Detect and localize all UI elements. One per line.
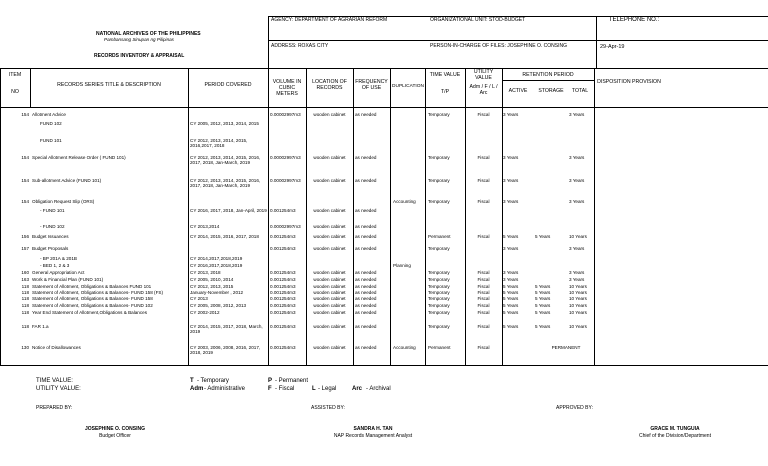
row-volume: 0.001254m3 — [270, 310, 296, 315]
row-title: Statement of Allotment, Obligations & Balances- FUND 158 (FS) — [32, 290, 163, 295]
row-no: 118 — [21, 324, 29, 329]
address-label: ADDRESS: ROXAS CITY — [271, 43, 329, 49]
row-volume: 0.00002997m3 — [270, 178, 301, 183]
unit-label: ORGANIZATIONAL UNIT: STOD-BUDGET — [430, 17, 526, 23]
row-volume: 0.001254m3 — [270, 303, 296, 308]
row-duplication: Accounting — [393, 345, 416, 350]
row-time-value: Permanent — [428, 234, 451, 239]
row-no: 118 — [21, 284, 29, 289]
row-no: 163 — [21, 277, 29, 282]
person-in-charge: PERSON-IN-CHARGE OF FILES: JOSEPHINE O. CONSING — [430, 43, 567, 49]
row-active: 5 Years — [503, 310, 519, 315]
row-location: wooden cabinet — [313, 290, 346, 295]
row-storage: PERMANENT — [551, 345, 581, 350]
telephone-label: TELEPHONE NO.: — [608, 17, 660, 23]
row-utility: Fiscal — [477, 303, 490, 308]
row-volume: 0.001254m3 — [270, 270, 296, 275]
row-period: CY 2012, 2013, 2014, 2015, 2016, 2017, 2018, Jan-March, 2019 — [190, 155, 261, 166]
row-volume: 0.001254m3 — [270, 246, 296, 251]
row-time-value: Temporary — [428, 310, 450, 315]
row-title: - BED 1, 2 & 3 — [40, 263, 70, 268]
row-total: 3 Years — [569, 277, 585, 282]
col-total: TOTAL — [571, 88, 589, 94]
row-title: Statement of Allotment, Obligations & Balances FUND 101 — [32, 284, 152, 289]
legend-p-desc: - Permanent — [275, 378, 309, 384]
row-time-value: Temporary — [428, 246, 450, 251]
row-no: 156 — [21, 234, 29, 239]
row-storage: 5 Years — [535, 310, 551, 315]
col-item: ITEM — [8, 72, 22, 78]
row-active: 5 Years — [503, 234, 519, 239]
row-total: 3 Years — [569, 178, 585, 183]
row-active: 3 Years — [503, 246, 519, 251]
legend-adm-desc: - Administrative — [204, 386, 246, 392]
row-period: CY 2014,2017,2018,2019 — [190, 256, 243, 261]
row-title: Special Allotment Release Order ( FUND 101) — [32, 155, 126, 160]
row-location: wooden cabinet — [313, 208, 346, 213]
row-frequency: as needed — [355, 303, 377, 308]
row-period: CY 2002-2012 — [190, 310, 220, 315]
row-title: Allotment Advice — [32, 112, 66, 117]
row-period: CY 2014, 2015, 2016, 2017, 2018 — [190, 234, 259, 239]
row-period: CY 2016,2017,2018,2019 — [190, 263, 243, 268]
row-location: wooden cabinet — [313, 310, 346, 315]
row-time-value: Temporary — [428, 178, 450, 183]
report-date: 29-Apr-19 — [600, 44, 625, 50]
legend-time-value: TIME VALUE: — [36, 378, 73, 384]
row-no: 118 — [21, 290, 29, 295]
agency-label: AGENCY: DEPARTMENT OF AGRARIAN REFORM — [271, 17, 388, 23]
row-no: 130 — [21, 345, 29, 350]
row-volume: 0.001254m3 — [270, 296, 296, 301]
row-location: wooden cabinet — [313, 178, 346, 183]
row-frequency: as needed — [355, 270, 377, 275]
prepared-by-title: Budget Officer — [99, 433, 131, 439]
row-total: 10 Years — [569, 284, 587, 289]
row-frequency: as needed — [355, 284, 377, 289]
col-active: ACTIVE — [508, 88, 528, 94]
row-title: - FUND 101 — [40, 208, 65, 213]
row-location: wooden cabinet — [313, 345, 346, 350]
col-no: NO — [11, 89, 19, 95]
col-duplication: DUPLICATION — [392, 84, 424, 89]
row-title: Year End Statement of Allotment,Obligations & Balances — [32, 310, 147, 315]
col-title: RECORDS SERIES TITLE & DESCRIPTION — [57, 82, 161, 88]
row-active: 3 Years — [503, 178, 519, 183]
row-time-value: Temporary — [428, 296, 450, 301]
archives-subtitle: Pambansang Sinupan ng Pilipinas — [104, 37, 174, 42]
row-location: wooden cabinet — [313, 277, 346, 282]
form-title: RECORDS INVENTORY & APPRAISAL — [94, 53, 185, 59]
row-active: 3 Years — [503, 199, 519, 204]
row-location: wooden cabinet — [313, 303, 346, 308]
row-period: January-November , 2012 — [190, 290, 244, 295]
row-time-value: Temporary — [428, 270, 450, 275]
row-utility: Fiscal — [477, 277, 490, 282]
row-no: 118 — [21, 303, 29, 308]
col-frequency: FREQUENCY OF USE — [355, 79, 388, 92]
row-utility: Fiscal — [477, 155, 490, 160]
row-active: 3 Years — [503, 112, 519, 117]
legend-t: T — [190, 378, 194, 384]
row-title: FUND 101 — [40, 138, 62, 143]
row-frequency: as needed — [355, 246, 377, 251]
col-utility-sub: Adm / F / L / Arc — [469, 84, 498, 97]
row-period: CY 2012, 2013, 2014, 2015, 2016,2017, 2018 — [190, 138, 248, 149]
row-storage: 5 Years — [535, 284, 551, 289]
row-utility: Fiscal — [477, 310, 490, 315]
row-time-value: Temporary — [428, 303, 450, 308]
legend-adm: Adm — [190, 386, 204, 392]
col-time-value: TIME VALUE — [429, 72, 461, 78]
row-no: 154 — [21, 155, 29, 160]
row-frequency: as needed — [355, 224, 377, 229]
row-storage: 5 Years — [535, 296, 551, 301]
row-frequency: as needed — [355, 208, 377, 213]
row-location: wooden cabinet — [313, 296, 346, 301]
row-location: wooden cabinet — [313, 324, 346, 329]
legend-utility-value: UTILITY VALUE: — [36, 386, 81, 392]
row-utility: Fiscal — [477, 199, 490, 204]
row-period: CY 2012, 2013, 2014, 2015, 2016, 2017, 2018, Jan-March, 2019 — [190, 178, 261, 189]
row-frequency: as needed — [355, 155, 377, 160]
row-utility: Fiscal — [477, 112, 490, 117]
row-total: 10 Years — [569, 290, 587, 295]
col-retention: RETENTION PERIOD — [522, 72, 574, 78]
row-time-value: Permanent — [428, 345, 451, 350]
row-storage: 5 Years — [535, 234, 551, 239]
assisted-by-title: NAP Records Management Analyst — [333, 433, 413, 439]
row-utility: Fiscal — [477, 270, 490, 275]
row-title: Work & Financial Plan (FUND 101) — [32, 277, 104, 282]
row-period: CY 2016, 2017, 2018, Jan-April, 2019 — [190, 208, 267, 213]
col-period: PERIOD COVERED — [204, 82, 252, 88]
legend-l: L — [312, 386, 316, 392]
row-period: CY 2003, 2006, 2008, 2016, 2017, 2018, 2019 — [190, 345, 261, 356]
row-no: 154 — [21, 112, 29, 117]
row-frequency: as needed — [355, 296, 377, 301]
row-location: wooden cabinet — [313, 246, 346, 251]
row-period: CY 2014, 2015, 2017, 2018, March, 2019 — [190, 324, 263, 335]
row-utility: Fiscal — [477, 178, 490, 183]
row-location: wooden cabinet — [313, 112, 346, 117]
row-location: wooden cabinet — [313, 284, 346, 289]
row-period: CY 2005, 2008, 2012, 2013 — [190, 303, 247, 308]
row-frequency: as needed — [355, 290, 377, 295]
row-utility: Fiscal — [477, 290, 490, 295]
legend-f-desc: - Fiscal — [275, 386, 295, 392]
row-total: 10 Years — [569, 310, 587, 315]
row-active: 5 Years — [503, 296, 519, 301]
row-active: 3 Years — [503, 277, 519, 282]
row-volume: 0.00002997m3 — [270, 112, 301, 117]
row-total: 10 Years — [569, 303, 587, 308]
row-period: CY 2013, 2018 — [190, 270, 221, 275]
col-location: LOCATION OF RECORDS — [312, 79, 347, 92]
row-title: Budget Issuances — [32, 234, 69, 239]
row-frequency: as needed — [355, 345, 377, 350]
legend-arc: Arc — [352, 386, 363, 392]
row-time-value: Temporary — [428, 277, 450, 282]
row-time-value: Temporary — [428, 324, 450, 329]
row-total: 3 Years — [569, 112, 585, 117]
legend-l-desc: - Legal — [318, 386, 337, 392]
row-title: - FUND 102 — [40, 224, 65, 229]
row-active: 3 Years — [503, 270, 519, 275]
row-period: CY 2013,2014 — [190, 224, 220, 229]
row-location: wooden cabinet — [313, 155, 346, 160]
row-utility: Fiscal — [477, 345, 490, 350]
row-duplication: Planning — [393, 263, 411, 268]
row-title: Sub-allotment Advice (FUND 101) — [32, 178, 102, 183]
row-title: Statement of Allotment, Obligations & Balances- FUND 102 — [32, 303, 153, 308]
col-disposition: DISPOSITION PROVISION — [597, 79, 661, 85]
row-frequency: as needed — [355, 277, 377, 282]
assisted-by-name: SANDRA H. TAN — [353, 426, 393, 432]
row-volume: 0.001254m3 — [270, 290, 296, 295]
row-storage: 5 Years — [535, 290, 551, 295]
row-no: 118 — [21, 310, 29, 315]
row-frequency: as needed — [355, 324, 377, 329]
row-total: 3 Years — [569, 246, 585, 251]
row-volume: 0.001254m3 — [270, 208, 296, 213]
row-period: CY 2005, 2012, 2013, 2014, 2015 — [190, 121, 259, 126]
row-active: 5 Years — [503, 290, 519, 295]
row-frequency: as needed — [355, 234, 377, 239]
col-storage: STORAGE — [538, 88, 564, 94]
row-volume: 0.001254m3 — [270, 284, 296, 289]
col-volume: VOLUME IN CUBIC METERS — [272, 79, 302, 98]
row-title: Statement of Allotment, Obligations & Balances- FUND 158 — [32, 296, 153, 301]
row-title: Obligation Request Slip (ORS) — [32, 199, 95, 204]
prepared-by-label: PREPARED BY: — [36, 405, 73, 411]
row-time-value: Temporary — [428, 155, 450, 160]
row-time-value: Temporary — [428, 199, 450, 204]
row-period: CY 2005, 2010, 2014 — [190, 277, 234, 282]
row-utility: Fiscal — [477, 296, 490, 301]
row-storage: 5 Years — [535, 303, 551, 308]
row-volume: 0.001254m3 — [270, 345, 296, 350]
row-time-value: Temporary — [428, 290, 450, 295]
approved-by-label: APPROVED BY: — [556, 405, 593, 411]
legend-p: P — [268, 378, 273, 384]
row-total: 3 Years — [569, 270, 585, 275]
row-utility: Fiscal — [477, 284, 490, 289]
row-title: General Appropriation Act — [32, 270, 85, 275]
row-active: 5 Years — [503, 324, 519, 329]
row-volume: 0.00002997m3 — [270, 155, 301, 160]
row-no: 154 — [21, 199, 29, 204]
row-active: 3 Years — [503, 155, 519, 160]
row-storage: 5 Years — [535, 324, 551, 329]
row-duplication: Accounting — [393, 199, 416, 204]
archives-name: NATIONAL ARCHIVES OF THE PHILIPPINES — [96, 31, 201, 37]
row-utility: Fiscal — [477, 234, 490, 239]
row-volume: 0.001254m3 — [270, 324, 296, 329]
row-utility: Fiscal — [477, 324, 490, 329]
row-frequency: as needed — [355, 178, 377, 183]
row-total: 10 Years — [569, 324, 587, 329]
row-title: FUND 102 — [40, 121, 62, 126]
row-volume: 0.001254m3 — [270, 234, 296, 239]
row-active: 5 Years — [503, 303, 519, 308]
row-period: CY 2012, 2013, 2015 — [190, 284, 234, 289]
row-title: - BP 201A & 201B — [40, 256, 77, 261]
row-volume: 0.00002997m3 — [270, 224, 301, 229]
row-total: 10 Years — [569, 296, 587, 301]
legend-f: F — [268, 386, 272, 392]
row-location: wooden cabinet — [313, 224, 346, 229]
row-period: CY 2013 — [190, 296, 208, 301]
row-no: 157 — [21, 246, 29, 251]
row-time-value: Temporary — [428, 112, 450, 117]
legend-arc-desc: - Archival — [366, 386, 391, 392]
row-location: wooden cabinet — [313, 270, 346, 275]
row-no: 118 — [21, 296, 29, 301]
row-frequency: as needed — [355, 310, 377, 315]
row-title: Notice of Disallowances — [32, 345, 81, 350]
row-volume: 0.001254m3 — [270, 277, 296, 282]
row-title: FAR 1.a — [32, 324, 49, 329]
approved-by-title: Chief of the Division/Department — [639, 433, 711, 439]
row-location: wooden cabinet — [313, 234, 346, 239]
row-title: Budget Proposals — [32, 246, 69, 251]
col-tp: T/P — [440, 89, 450, 95]
row-total: 3 Years — [569, 155, 585, 160]
approved-by-name: GRACE M. TUNGUIA — [650, 426, 700, 432]
row-active: 5 Years — [503, 284, 519, 289]
legend-t-desc: - Temporary — [197, 378, 229, 384]
row-time-value: Temporary — [428, 284, 450, 289]
col-utility: UTILITY VALUE — [473, 69, 494, 82]
assisted-by-label: ASSISTED BY: — [311, 405, 345, 411]
row-no: 160 — [21, 270, 29, 275]
row-no: 154 — [21, 178, 29, 183]
row-total: 3 Years — [569, 199, 585, 204]
row-frequency: as needed — [355, 112, 377, 117]
row-total: 10 Years — [569, 234, 587, 239]
prepared-by-name: JOSEPHINE O. CONSING — [84, 426, 145, 432]
